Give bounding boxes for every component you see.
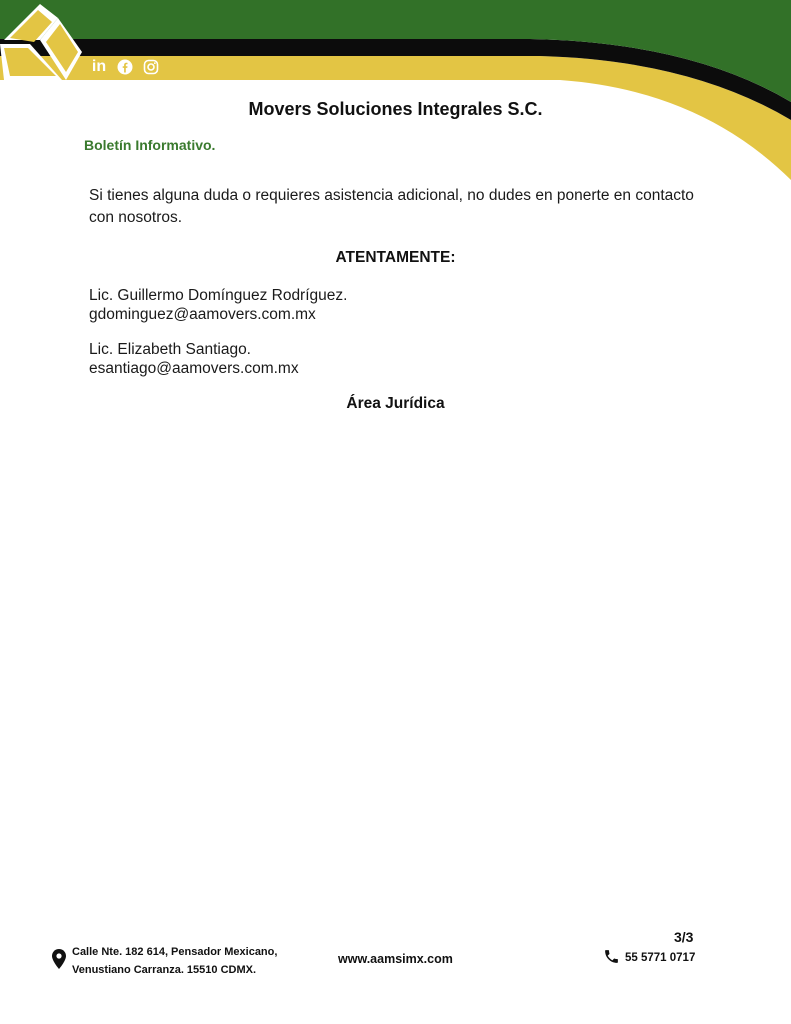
phone-icon	[603, 948, 620, 968]
department-signature: Área Jurídica	[346, 395, 445, 412]
contact-block	[89, 340, 299, 378]
address-line-2: Venustiano Carranza. 15510 CDMX.	[72, 964, 257, 976]
facebook-icon[interactable]	[116, 58, 134, 76]
instagram-icon[interactable]	[142, 58, 160, 76]
bulletin-subtitle: Boletín Informativo.	[84, 137, 216, 153]
footer-phone	[603, 948, 695, 968]
website-link[interactable]: www.aamsimx.com	[338, 952, 453, 966]
location-pin-icon	[52, 949, 66, 974]
contact-email[interactable]: gdominguez@aamovers.com.mx	[89, 306, 316, 323]
social-links	[90, 58, 160, 76]
contact-name: Lic. Guillermo Domínguez Rodríguez.	[89, 287, 348, 304]
closing-heading: ATENTAMENTE:	[335, 249, 456, 266]
phone-number[interactable]: 55 5771 0717	[625, 952, 696, 964]
contact-block	[89, 286, 347, 324]
address-line-1: Calle Nte. 182 614, Pensador Mexicano,	[72, 946, 278, 958]
linkedin-icon-text: in	[91, 58, 107, 75]
body-paragraph: Si tienes alguna duda o requieres asistencia adicional, no dudes en ponerte en contacto con nosotros.	[89, 187, 694, 226]
page-number: 3/3	[674, 929, 694, 945]
address-lines	[72, 943, 277, 979]
contact-name: Lic. Elizabeth Santiago.	[89, 341, 251, 358]
linkedin-icon[interactable]	[90, 58, 108, 76]
contact-email[interactable]: esantiago@aamovers.com.mx	[89, 360, 299, 377]
footer-address	[52, 943, 277, 979]
company-title: Movers Soluciones Integrales S.C.	[248, 99, 543, 119]
